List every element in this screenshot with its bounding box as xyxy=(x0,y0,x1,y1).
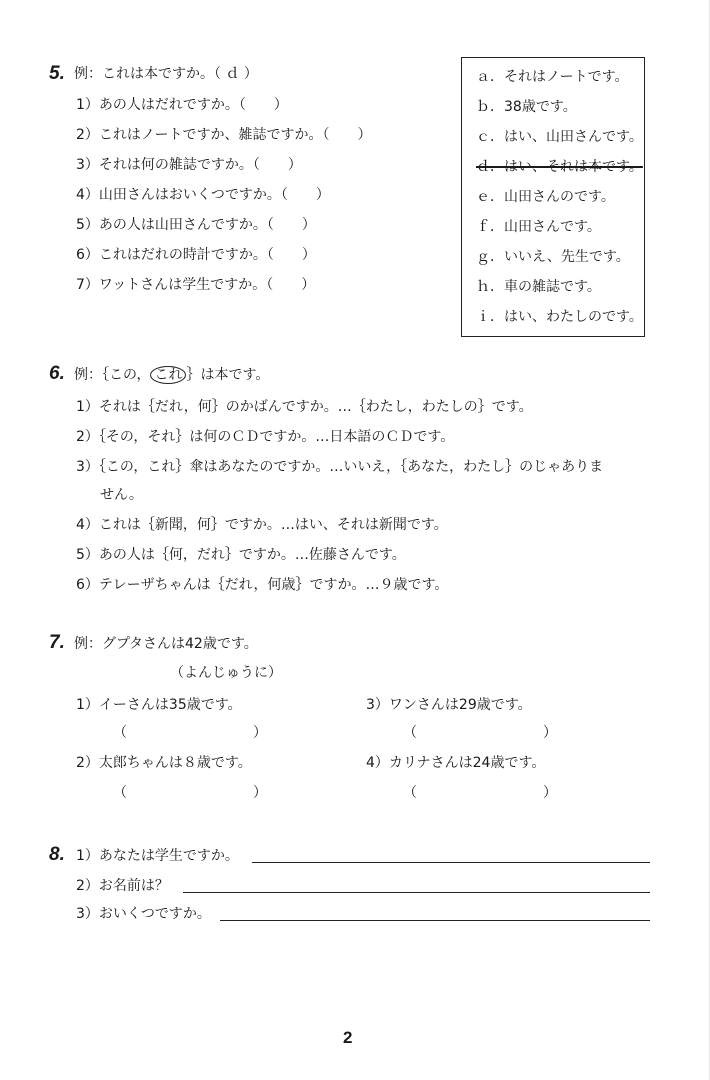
answer-option: ｆ．山田さんです。 xyxy=(476,219,601,235)
answer-option: ｅ．山田さんのです。 xyxy=(476,189,615,205)
exercise-6-example xyxy=(74,367,269,383)
exercise-6-item: 6）テレーザちゃんは｛だれ，何歳｝ですか。…９歳です。 xyxy=(76,577,449,593)
exercise-5-item: 4）山田さんはおいくつですか。（ ） xyxy=(76,187,330,203)
exercise-6-item: 5）あの人は｛何，だれ｝ですか。…佐藤さんです。 xyxy=(76,547,406,563)
circled-answer: これ xyxy=(150,366,186,384)
exercise-5-number: 5. xyxy=(49,63,65,84)
exercise-5-item: 6）これはだれの時計ですか。（ ） xyxy=(76,247,316,263)
reading-blank[interactable]: （ ） xyxy=(113,785,267,801)
exercise-8-item: 3）おいくつですか。 xyxy=(76,906,211,922)
exercise-6-item: 3）｛この，これ｝傘はあなたのですか。…いいえ，｛あなた，わたし｝のじゃありま xyxy=(76,459,604,475)
exercise-5-item: 2）これはノートですか、雑誌ですか。（ ） xyxy=(76,127,372,143)
answer-line[interactable] xyxy=(220,920,650,921)
exercise-7-example-reading: （よんじゅうに） xyxy=(170,665,282,681)
exercise-6-item: 1）それは｛だれ，何｝のかばんですか。…｛わたし，わたしの｝です。 xyxy=(76,399,533,415)
exercise-7-item: 4）カリナさんは24歳です。 xyxy=(366,755,546,771)
answer-option: ｂ．38歳です。 xyxy=(476,99,577,115)
exercise-7-number: 7. xyxy=(49,632,65,653)
exercise-7-item: 2）太郎ちゃんは８歳です。 xyxy=(76,755,252,771)
exercise-8-item: 1）あなたは学生ですか。 xyxy=(76,848,239,864)
reading-blank[interactable]: （ ） xyxy=(403,725,557,741)
example-text: ｝は本です。 xyxy=(186,367,270,383)
exercise-7-item: 3）ワンさんは29歳です。 xyxy=(366,697,532,713)
answer-options-box xyxy=(461,57,645,337)
answer-option: ａ．それはノートです。 xyxy=(476,69,629,85)
exercise-5-example: 例：これは本ですか。（ ｄ ） xyxy=(74,66,258,82)
exercise-6-item-continued: せん。 xyxy=(100,487,143,503)
answer-option: ｇ．いいえ、先生です。 xyxy=(476,249,630,265)
exercise-5-item: 7）ワットさんは学生ですか。（ ） xyxy=(76,277,316,293)
answer-option: ｈ．車の雑誌です。 xyxy=(476,279,601,295)
exercise-5-item: 3）それは何の雑誌ですか。（ ） xyxy=(76,157,302,173)
exercise-7-item: 1）イーさんは35歳です。 xyxy=(76,697,242,713)
exercise-8-number: 8. xyxy=(49,844,65,865)
exercise-8-item: 2）お名前は？ xyxy=(76,878,169,894)
answer-option: ｉ．はい、わたしのです。 xyxy=(476,309,643,325)
example-text: 例：｛この， xyxy=(74,367,151,383)
answer-line[interactable] xyxy=(183,892,650,893)
exercise-6-number: 6. xyxy=(49,363,65,384)
answer-line[interactable] xyxy=(252,862,650,863)
answer-option: ｃ．はい、山田さんです。 xyxy=(476,129,643,145)
exercise-6-item: 4）これは｛新聞，何｝ですか。…はい、それは新聞です。 xyxy=(76,517,448,533)
exercise-6-item: 2）｛その，それ｝は何のＣＤですか。…日本語のＣＤです。 xyxy=(76,429,455,445)
reading-blank[interactable]: （ ） xyxy=(403,785,557,801)
exercise-5-item: 5）あの人は山田さんですか。（ ） xyxy=(76,217,316,233)
answer-option-struck: ｄ．はい、それは本です。 xyxy=(476,159,643,175)
page-number: 2 xyxy=(343,1028,353,1047)
exercise-7-example: 例：グプタさんは42歳です。 xyxy=(74,636,258,652)
reading-blank[interactable]: （ ） xyxy=(113,725,267,741)
exercise-5-item: 1）あの人はだれですか。（ ） xyxy=(76,97,288,113)
